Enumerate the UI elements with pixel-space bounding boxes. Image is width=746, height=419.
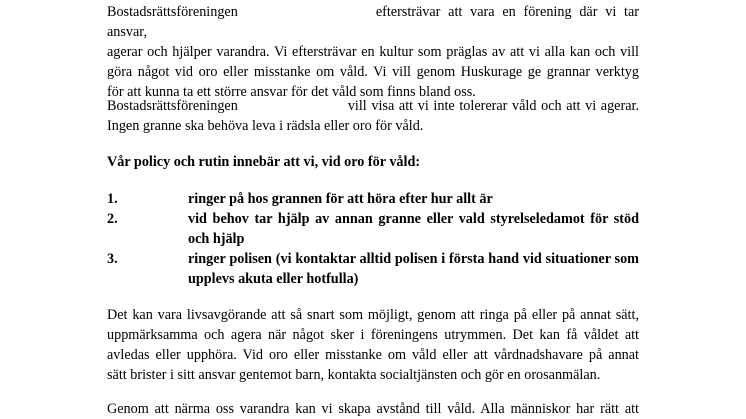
association-name-lead: Bostadsrättsföreningen: [107, 4, 238, 20]
policy-item-3: [107, 249, 639, 289]
policy-item-number: 1.: [107, 191, 118, 207]
policy-heading: Vår policy och rutin innebär att vi, vid oro för våld:: [107, 154, 421, 170]
policy-item-2: [107, 209, 639, 249]
policy-item-1: [107, 189, 639, 209]
action-line-1: Det kan vara livsavgörande att så snart som möjligt, genom att ringa på eller på annat sätt,: [107, 307, 639, 323]
intro-line-1-rest: eftersträvar att vara en förening där vi tar ansvar,: [107, 4, 639, 40]
policy-item-text: vid behov tar hjälp av annan granne eller vald styrelseledamot för stöd och hjälp: [188, 211, 639, 247]
action-paragraph: [107, 305, 639, 385]
intro-line-2: agerar och hjälper varandra. Vi eftersträvar en kultur som präglas av att vi alla kan och vill: [107, 44, 639, 60]
intro-paragraph: [107, 2, 639, 102]
intro-line-4: för att kunna ta ett större ansvar för det våld som finns bland oss.: [107, 84, 476, 100]
intro-line-1: [107, 2, 639, 42]
stance-line-2: Ingen granne ska behöva leva i rädsla eller oro för våld.: [107, 118, 424, 134]
policy-item-text: ringer polisen (vi kontaktar alltid polisen i första hand vid situationer som upplevs akuta eller hotfulla): [188, 251, 639, 287]
stance-line-1-rest: vill visa att vi inte tolererar våld och att vi agerar.: [347, 98, 639, 114]
policy-item-number: 2.: [107, 211, 118, 227]
action-line-2: uppmärksamma och agera när något sker i föreningens utrymmen. Det kan få våldet att: [107, 327, 639, 343]
action-line-3: avledas eller upphöra. Vid oro eller misstanke om våld eller att vårdnadshavare på annat: [107, 347, 639, 363]
association-name-lead-2: Bostadsrättsföreningen: [107, 98, 238, 114]
intro-line-3: göra något vid oro eller misstanke om våld. Vi vill genom Huskurage ge grannar verktyg: [107, 64, 639, 80]
policy-item-text: ringer på hos grannen för att höra efter hur allt är: [188, 191, 493, 207]
policy-item-number: 3.: [107, 251, 118, 267]
closing-paragraph: [107, 399, 639, 419]
closing-line-1: Genom att närma oss varandra kan vi skapa avstånd till våld. Alla människor har rätt att: [107, 401, 639, 417]
action-line-4: sätt brister i sitt ansvar gentemot barn, kontakta socialtjänsten och gör en orosanmälan.: [107, 367, 601, 383]
stance-paragraph: [107, 96, 639, 136]
stance-line-1: [107, 96, 639, 116]
